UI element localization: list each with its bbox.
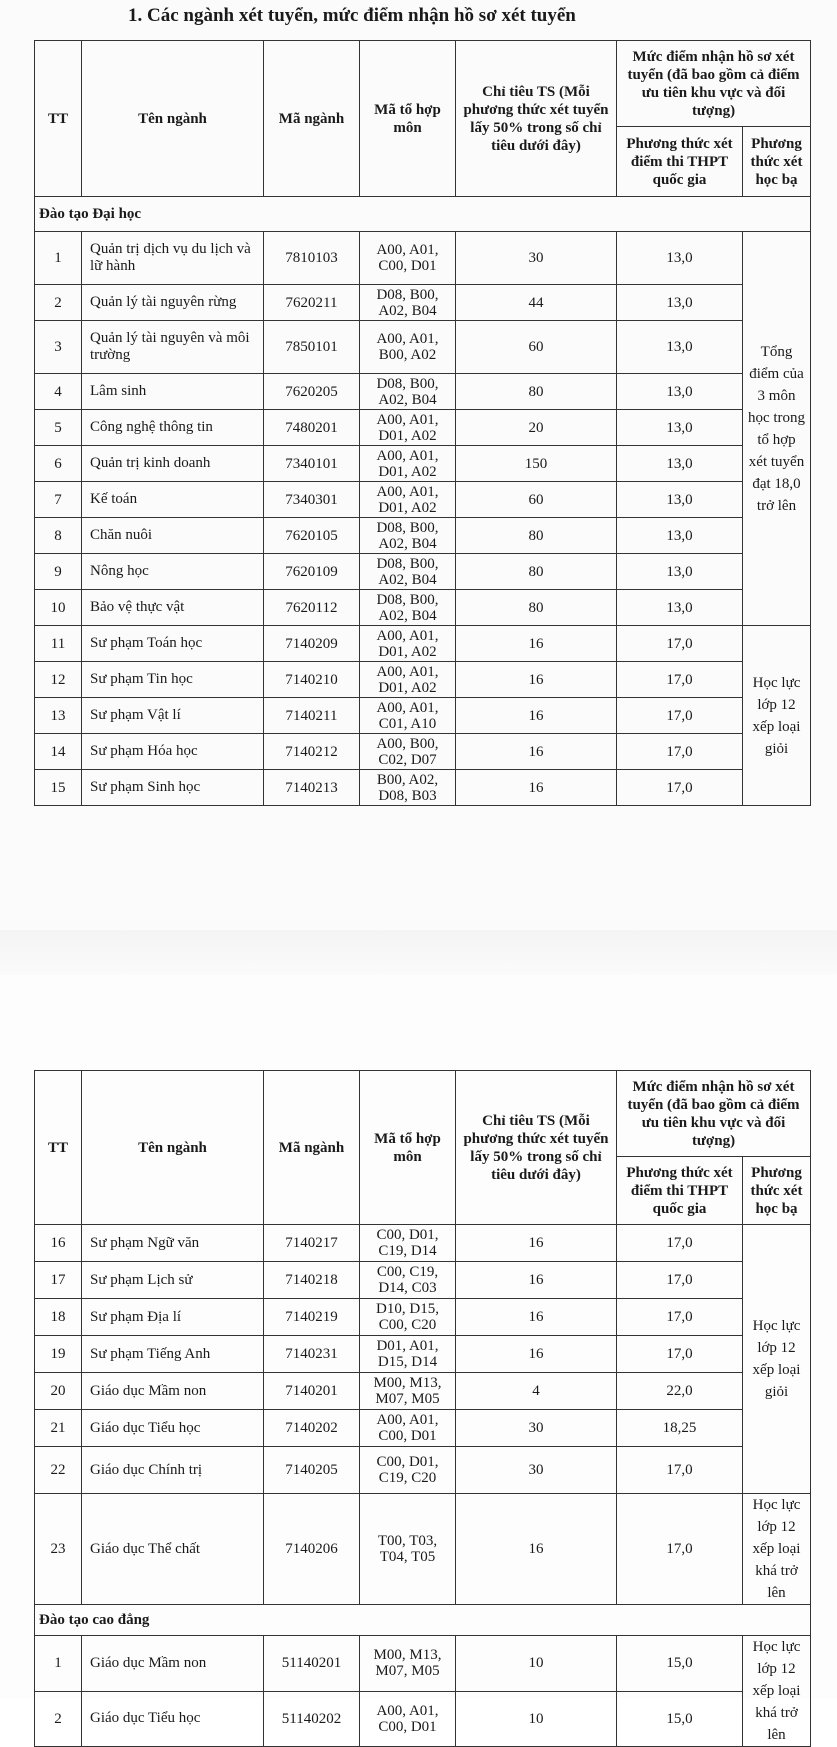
table-row xyxy=(35,770,811,806)
header-score: Mức điểm nhận hồ sơ xét tuyển (đã bao gồm cả điểm ưu tiên khu vực và đối tượng) xyxy=(617,41,811,127)
program-name: Công nghệ thông tin xyxy=(82,410,264,446)
quota: 16 xyxy=(456,770,617,806)
row-number: 2 xyxy=(35,1691,82,1747)
subject-combination: D10, D15, C00, C20 xyxy=(360,1299,456,1336)
thpt-score: 17,0 xyxy=(617,1262,743,1299)
program-code: 7140219 xyxy=(264,1299,360,1336)
program-name: Lâm sinh xyxy=(82,374,264,410)
program-code: 7140231 xyxy=(264,1336,360,1373)
header-hocba: Phương thức xét học bạ xyxy=(743,1157,811,1225)
quota: 16 xyxy=(456,698,617,734)
program-name: Kế toán xyxy=(82,482,264,518)
program-code: 7140205 xyxy=(264,1447,360,1494)
table-row xyxy=(35,1225,811,1262)
row-number: 18 xyxy=(35,1299,82,1336)
header-combo: Mã tổ hợp môn xyxy=(360,41,456,197)
thpt-score: 18,25 xyxy=(617,1410,743,1447)
table-row xyxy=(35,1299,811,1336)
row-number: 4 xyxy=(35,374,82,410)
program-name: Sư phạm Toán học xyxy=(82,626,264,662)
program-code: 7620109 xyxy=(264,554,360,590)
thpt-score: 13,0 xyxy=(617,285,743,321)
table-row xyxy=(35,446,811,482)
header-quota: Chỉ tiêu TS (Mỗi phương thức xét tuyển lấy 50% trong số chỉ tiêu dưới đây) xyxy=(456,41,617,197)
program-name: Sư phạm Tiếng Anh xyxy=(82,1336,264,1373)
program-code: 7620211 xyxy=(264,285,360,321)
quota: 16 xyxy=(456,734,617,770)
row-number: 23 xyxy=(35,1494,82,1605)
program-name: Nông học xyxy=(82,554,264,590)
thpt-score: 17,0 xyxy=(617,662,743,698)
program-code: 7140211 xyxy=(264,698,360,734)
subject-combination: D08, B00, A02, B04 xyxy=(360,590,456,626)
subject-combination: A00, A01, C00, D01 xyxy=(360,1691,456,1747)
quota: 80 xyxy=(456,554,617,590)
section-row-cao-dang: Đào tạo cao đẳng xyxy=(35,1605,811,1636)
table-row xyxy=(35,374,811,410)
thpt-score: 22,0 xyxy=(617,1373,743,1410)
table-row xyxy=(35,1447,811,1494)
quota: 60 xyxy=(456,321,617,374)
row-number: 7 xyxy=(35,482,82,518)
table-row xyxy=(35,232,811,285)
row-number: 3 xyxy=(35,321,82,374)
thpt-score: 13,0 xyxy=(617,482,743,518)
thpt-score: 17,0 xyxy=(617,734,743,770)
section-row-dai-hoc: Đào tạo Đại học xyxy=(35,197,811,232)
row-number: 17 xyxy=(35,1262,82,1299)
program-name: Giáo dục Mầm non xyxy=(82,1373,264,1410)
quota: 10 xyxy=(456,1691,617,1747)
subject-combination: D08, B00, A02, B04 xyxy=(360,518,456,554)
program-name: Giáo dục Tiểu học xyxy=(82,1410,264,1447)
subject-combination: A00, A01, D01, A02 xyxy=(360,410,456,446)
table-row xyxy=(35,1336,811,1373)
thpt-score: 13,0 xyxy=(617,518,743,554)
header-thpt: Phương thức xét điểm thi THPT quốc gia xyxy=(617,127,743,197)
hocba-criterion: Học lực lớp 12 xếp loại giỏi xyxy=(743,1225,811,1494)
row-number: 1 xyxy=(35,1636,82,1692)
program-name: Chăn nuôi xyxy=(82,518,264,554)
quota: 10 xyxy=(456,1636,617,1692)
quota: 16 xyxy=(456,662,617,698)
table-row xyxy=(35,1494,811,1605)
subject-combination: A00, A01, D01, A02 xyxy=(360,662,456,698)
row-number: 9 xyxy=(35,554,82,590)
thpt-score: 17,0 xyxy=(617,1447,743,1494)
subject-combination: D01, A01, D15, D14 xyxy=(360,1336,456,1373)
subject-combination: D08, B00, A02, B04 xyxy=(360,285,456,321)
header-name: Tên ngành xyxy=(82,1071,264,1225)
table-row xyxy=(35,1262,811,1299)
quota: 20 xyxy=(456,410,617,446)
program-code: 7140218 xyxy=(264,1262,360,1299)
table-row xyxy=(35,1636,811,1692)
row-number: 5 xyxy=(35,410,82,446)
header-tt: TT xyxy=(35,1071,82,1225)
table-row xyxy=(35,554,811,590)
quota: 30 xyxy=(456,232,617,285)
row-number: 19 xyxy=(35,1336,82,1373)
table-row xyxy=(35,1691,811,1747)
header-tt: TT xyxy=(35,41,82,197)
row-number: 11 xyxy=(35,626,82,662)
hocba-criterion: Học lực lớp 12 xếp loại giỏi xyxy=(743,626,811,806)
program-name: Quản lý tài nguyên và môi trường xyxy=(82,321,264,374)
table-row xyxy=(35,410,811,446)
quota: 30 xyxy=(456,1447,617,1494)
program-name: Sư phạm Địa lí xyxy=(82,1299,264,1336)
program-name: Giáo dục Tiểu học xyxy=(82,1691,264,1747)
header-hocba: Phương thức xét học bạ xyxy=(743,127,811,197)
thpt-score: 13,0 xyxy=(617,446,743,482)
row-number: 10 xyxy=(35,590,82,626)
header-quota: Chỉ tiêu TS (Mỗi phương thức xét tuyển lấy 50% trong số chỉ tiêu dưới đây) xyxy=(456,1071,617,1225)
program-code: 7620205 xyxy=(264,374,360,410)
row-number: 1 xyxy=(35,232,82,285)
admission-table-part-1 xyxy=(34,40,811,806)
program-code: 7340101 xyxy=(264,446,360,482)
program-code: 7140206 xyxy=(264,1494,360,1605)
section-heading: 1. Các ngành xét tuyển, mức điểm nhận hồ sơ xét tuyển xyxy=(128,5,576,26)
subject-combination: A00, A01, D01, A02 xyxy=(360,626,456,662)
table-row xyxy=(35,698,811,734)
admission-table-part-2 xyxy=(34,1070,811,1747)
subject-combination: M00, M13, M07, M05 xyxy=(360,1636,456,1692)
program-code: 7620112 xyxy=(264,590,360,626)
subject-combination: T00, T03, T04, T05 xyxy=(360,1494,456,1605)
program-code: 7810103 xyxy=(264,232,360,285)
thpt-score: 17,0 xyxy=(617,626,743,662)
program-code: 7480201 xyxy=(264,410,360,446)
table-row xyxy=(35,285,811,321)
program-name: Sư phạm Ngữ văn xyxy=(82,1225,264,1262)
subject-combination: A00, A01, B00, A02 xyxy=(360,321,456,374)
program-name: Giáo dục Thể chất xyxy=(82,1494,264,1605)
row-number: 21 xyxy=(35,1410,82,1447)
table-row xyxy=(35,626,811,662)
program-name: Quản trị dịch vụ du lịch và lữ hành xyxy=(82,232,264,285)
program-code: 7140212 xyxy=(264,734,360,770)
thpt-score: 17,0 xyxy=(617,698,743,734)
quota: 16 xyxy=(456,1299,617,1336)
row-number: 8 xyxy=(35,518,82,554)
program-name: Giáo dục Chính trị xyxy=(82,1447,264,1494)
quota: 16 xyxy=(456,1336,617,1373)
subject-combination: C00, D01, C19, D14 xyxy=(360,1225,456,1262)
header-name: Tên ngành xyxy=(82,41,264,197)
subject-combination: M00, M13, M07, M05 xyxy=(360,1373,456,1410)
hocba-criterion: Học lực lớp 12 xếp loại khá trở lên xyxy=(743,1636,811,1747)
thpt-score: 13,0 xyxy=(617,374,743,410)
program-code: 7140201 xyxy=(264,1373,360,1410)
row-number: 6 xyxy=(35,446,82,482)
program-code: 51140201 xyxy=(264,1636,360,1692)
thpt-score: 15,0 xyxy=(617,1636,743,1692)
quota: 150 xyxy=(456,446,617,482)
program-code: 7140210 xyxy=(264,662,360,698)
header-code: Mã ngành xyxy=(264,41,360,197)
subject-combination: A00, A01, D01, A02 xyxy=(360,446,456,482)
subject-combination: C00, D01, C19, C20 xyxy=(360,1447,456,1494)
program-code: 7850101 xyxy=(264,321,360,374)
program-code: 7140202 xyxy=(264,1410,360,1447)
row-number: 16 xyxy=(35,1225,82,1262)
program-name: Sư phạm Lịch sử xyxy=(82,1262,264,1299)
thpt-score: 13,0 xyxy=(617,410,743,446)
quota: 16 xyxy=(456,626,617,662)
hocba-criterion: Tổng điểm của 3 môn học trong tổ hợp xét tuyển đạt 18,0 trở lên xyxy=(743,232,811,626)
row-number: 15 xyxy=(35,770,82,806)
program-name: Quản trị kinh doanh xyxy=(82,446,264,482)
row-number: 13 xyxy=(35,698,82,734)
subject-combination: A00, B00, C02, D07 xyxy=(360,734,456,770)
table-row xyxy=(35,1373,811,1410)
program-name: Sư phạm Tin học xyxy=(82,662,264,698)
program-name: Sư phạm Hóa học xyxy=(82,734,264,770)
program-name: Giáo dục Mầm non xyxy=(82,1636,264,1692)
quota: 44 xyxy=(456,285,617,321)
program-code: 7140217 xyxy=(264,1225,360,1262)
subject-combination: C00, C19, D14, C03 xyxy=(360,1262,456,1299)
thpt-score: 17,0 xyxy=(617,1299,743,1336)
table-row xyxy=(35,1410,811,1447)
row-number: 20 xyxy=(35,1373,82,1410)
quota: 30 xyxy=(456,1410,617,1447)
program-name: Sư phạm Vật lí xyxy=(82,698,264,734)
quota: 80 xyxy=(456,374,617,410)
quota: 16 xyxy=(456,1225,617,1262)
thpt-score: 13,0 xyxy=(617,590,743,626)
quota: 16 xyxy=(456,1262,617,1299)
thpt-score: 13,0 xyxy=(617,232,743,285)
table-row xyxy=(35,734,811,770)
header-combo: Mã tổ hợp môn xyxy=(360,1071,456,1225)
row-number: 14 xyxy=(35,734,82,770)
subject-combination: A00, A01, C00, D01 xyxy=(360,232,456,285)
row-number: 12 xyxy=(35,662,82,698)
row-number: 2 xyxy=(35,285,82,321)
quota: 80 xyxy=(456,590,617,626)
table-row xyxy=(35,482,811,518)
quota: 16 xyxy=(456,1494,617,1605)
table-row xyxy=(35,590,811,626)
program-code: 7140209 xyxy=(264,626,360,662)
quota: 60 xyxy=(456,482,617,518)
program-name: Quản lý tài nguyên rừng xyxy=(82,285,264,321)
program-code: 51140202 xyxy=(264,1691,360,1747)
subject-combination: B00, A02, D08, B03 xyxy=(360,770,456,806)
header-score: Mức điểm nhận hồ sơ xét tuyển (đã bao gồm cả điểm ưu tiên khu vực và đối tượng) xyxy=(617,1071,811,1157)
program-code: 7620105 xyxy=(264,518,360,554)
thpt-score: 17,0 xyxy=(617,1336,743,1373)
thpt-score: 15,0 xyxy=(617,1691,743,1747)
thpt-score: 17,0 xyxy=(617,770,743,806)
table-row xyxy=(35,518,811,554)
subject-combination: A00, A01, C01, A10 xyxy=(360,698,456,734)
row-number: 22 xyxy=(35,1447,82,1494)
table-row xyxy=(35,662,811,698)
subject-combination: D08, B00, A02, B04 xyxy=(360,554,456,590)
subject-combination: A00, A01, C00, D01 xyxy=(360,1410,456,1447)
header-code: Mã ngành xyxy=(264,1071,360,1225)
quota: 4 xyxy=(456,1373,617,1410)
program-code: 7340301 xyxy=(264,482,360,518)
thpt-score: 17,0 xyxy=(617,1225,743,1262)
thpt-score: 13,0 xyxy=(617,554,743,590)
table-row xyxy=(35,321,811,374)
thpt-score: 17,0 xyxy=(617,1494,743,1605)
subject-combination: D08, B00, A02, B04 xyxy=(360,374,456,410)
thpt-score: 13,0 xyxy=(617,321,743,374)
program-name: Sư phạm Sinh học xyxy=(82,770,264,806)
program-name: Bảo vệ thực vật xyxy=(82,590,264,626)
subject-combination: A00, A01, D01, A02 xyxy=(360,482,456,518)
quota: 80 xyxy=(456,518,617,554)
program-code: 7140213 xyxy=(264,770,360,806)
hocba-criterion: Học lực lớp 12 xếp loại khá trở lên xyxy=(743,1494,811,1605)
header-thpt: Phương thức xét điểm thi THPT quốc gia xyxy=(617,1157,743,1225)
